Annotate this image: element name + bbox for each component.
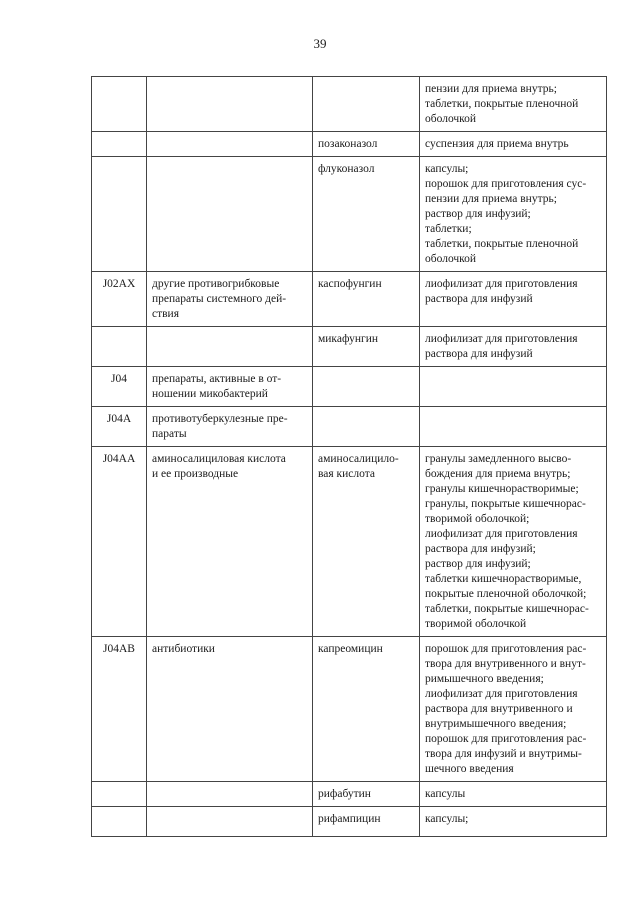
table-row [92, 637, 607, 782]
group-cell [147, 807, 313, 837]
dosage-form-cell: суспензия для приема внутрь [420, 132, 607, 157]
group-cell [147, 157, 313, 272]
drug-name-cell: микафунгин [313, 327, 420, 367]
table-row [92, 447, 607, 637]
drug-name-cell: аминосалицило- вая кислота [313, 447, 420, 637]
group-cell [147, 327, 313, 367]
drug-table [91, 76, 607, 837]
drug-name-cell: каспофунгин [313, 272, 420, 327]
table-row [92, 407, 607, 447]
atc-code-cell: J04 [92, 367, 147, 407]
group-cell: другие противогрибковые препараты системного дей- ствия [147, 272, 313, 327]
atc-code-cell: J04AB [92, 637, 147, 782]
atc-code-cell: J04AA [92, 447, 147, 637]
dosage-form-cell: капсулы; порошок для приготовления сус- пензии для приема внутрь; раствор для инфузий; таблетки; таблетки, покрытые пленочной оболочкой [420, 157, 607, 272]
table-row [92, 782, 607, 807]
group-cell [147, 77, 313, 132]
atc-code-cell [92, 327, 147, 367]
drug-name-cell [313, 407, 420, 447]
drug-name-cell [313, 367, 420, 407]
dosage-form-cell: капсулы [420, 782, 607, 807]
atc-code-cell: J04A [92, 407, 147, 447]
dosage-form-cell: гранулы замедленного высво- бождения для приема внутрь; гранулы кишечнорастворимые; гранулы, покрытые кишечнорас- творимой оболочкой; лиофилизат для приготовления раствора для инфузий; раствор для инфузий; таблетки кишечнорастворимые, покрытые пленочной оболочкой; таблетки, покрытые кишечнорас- творимой оболочкой [420, 447, 607, 637]
atc-code-cell [92, 807, 147, 837]
table-row [92, 367, 607, 407]
drug-name-cell: рифампицин [313, 807, 420, 837]
table-row [92, 132, 607, 157]
drug-name-cell: флуконазол [313, 157, 420, 272]
dosage-form-cell [420, 367, 607, 407]
page-number: 39 [313, 36, 327, 51]
dosage-form-cell: лиофилизат для приготовления раствора для инфузий [420, 272, 607, 327]
drug-name-cell: позаконазол [313, 132, 420, 157]
atc-code-cell: J02AX [92, 272, 147, 327]
table-row [92, 807, 607, 837]
drug-name-cell: рифабутин [313, 782, 420, 807]
drug-name-cell [313, 77, 420, 132]
dosage-form-cell: лиофилизат для приготовления раствора для инфузий [420, 327, 607, 367]
table-row [92, 77, 607, 132]
atc-code-cell [92, 157, 147, 272]
dosage-form-cell [420, 407, 607, 447]
dosage-form-cell: пензии для приема внутрь; таблетки, покрытые пленочной оболочкой [420, 77, 607, 132]
dosage-form-cell: порошок для приготовления рас- твора для внутривенного и внут- римышечного введения; лиофилизат для приготовления раствора для внутривенного и внутримышечного введения; порошок для приготовления рас- твора для инфузий и внутримы- шечного введения [420, 637, 607, 782]
table-row [92, 157, 607, 272]
table-row [92, 327, 607, 367]
group-cell: антибиотики [147, 637, 313, 782]
group-cell: противотуберкулезные пре- параты [147, 407, 313, 447]
atc-code-cell [92, 132, 147, 157]
group-cell [147, 782, 313, 807]
drug-name-cell: капреомицин [313, 637, 420, 782]
group-cell [147, 132, 313, 157]
dosage-form-cell: капсулы; [420, 807, 607, 837]
group-cell: препараты, активные в от- ношении микобактерий [147, 367, 313, 407]
atc-code-cell [92, 77, 147, 132]
table-row [92, 272, 607, 327]
atc-code-cell [92, 782, 147, 807]
group-cell: аминосалициловая кислота и ее производные [147, 447, 313, 637]
